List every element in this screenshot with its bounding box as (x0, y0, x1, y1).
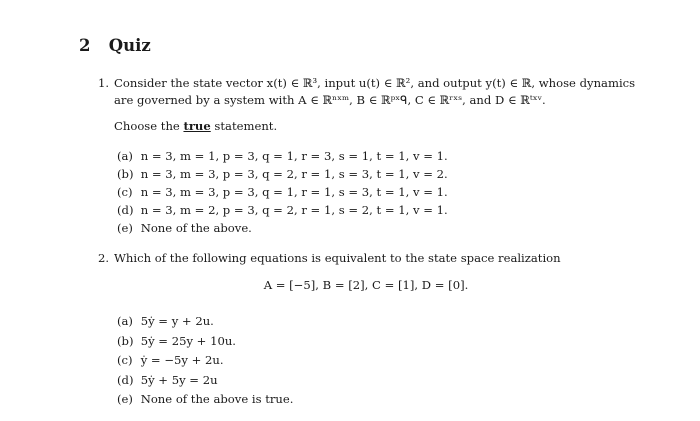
option-text: None of the above. (140, 221, 252, 235)
option-label: (d) (117, 203, 134, 217)
option-text: 5ẏ = 25y + 10u. (140, 333, 236, 348)
option-text: n = 3, m = 3, p = 3, q = 1, r = 1, s = 3, t = 1, v = 1. (140, 185, 448, 199)
question-2 (98, 250, 678, 410)
option-label: (a) (117, 314, 133, 328)
option-label: (a) (117, 149, 133, 163)
option-label: (c) (117, 353, 133, 367)
answer-option (117, 183, 678, 201)
answer-option (117, 219, 678, 237)
question-1 (98, 75, 678, 237)
question-number: 1. (98, 76, 110, 90)
option-text: n = 3, m = 3, p = 3, q = 2, r = 1, s = 3, t = 1, v = 2. (140, 167, 448, 181)
instruction-suffix: statement. (210, 119, 278, 133)
answer-option (117, 201, 678, 219)
option-label: (e) (117, 392, 133, 406)
answer-option (117, 371, 678, 391)
section-title: Quiz (108, 36, 151, 55)
option-label: (c) (117, 185, 133, 199)
answer-option (117, 390, 678, 410)
state-space-equation: A = [−5], B = [2], C = [1], D = [0]. (263, 278, 469, 292)
option-text: n = 3, m = 2, p = 3, q = 2, r = 1, s = 2, t = 1, v = 1. (140, 203, 448, 217)
question-stem-line: Consider the state vector x(t) ∈ ℝ³, input u(t) ∈ ℝ², and output y(t) ∈ ℝ, whose dynamics (114, 76, 636, 90)
option-text: 5ẏ + 5y = 2u (140, 372, 218, 387)
option-text: 5ẏ = y + 2u. (140, 314, 214, 328)
option-label: (b) (117, 167, 134, 181)
question-number: 2. (98, 251, 110, 265)
question-instruction (114, 118, 678, 135)
section-number: 2 (79, 36, 91, 55)
option-label: (d) (117, 372, 134, 387)
question-stem-line: are governed by a system with A ∈ ℝⁿˣᵐ, B ∈ ℝᵖˣᑫ, C ∈ ℝʳˣˢ, and D ∈ ℝᵗˣᵛ. (114, 93, 546, 107)
answer-option (117, 312, 678, 332)
question-stem-line: Which of the following equations is equivalent to the state space realization (114, 251, 561, 265)
answer-options (117, 312, 678, 410)
option-text: n = 3, m = 1, p = 3, q = 1, r = 3, s = 1, t = 1, v = 1. (140, 149, 448, 163)
section-heading (79, 36, 151, 55)
answer-option (117, 351, 678, 371)
option-text: ẏ = −5y + 2u. (140, 353, 224, 367)
option-label: (b) (117, 333, 134, 348)
answer-option (117, 332, 678, 352)
instruction-prefix: Choose the (114, 119, 184, 133)
answer-option (117, 165, 678, 183)
answer-option (117, 147, 678, 165)
option-label: (e) (117, 221, 133, 235)
answer-options (117, 147, 678, 237)
instruction-emphasis: true (183, 119, 211, 133)
option-text: None of the above is true. (140, 392, 294, 406)
